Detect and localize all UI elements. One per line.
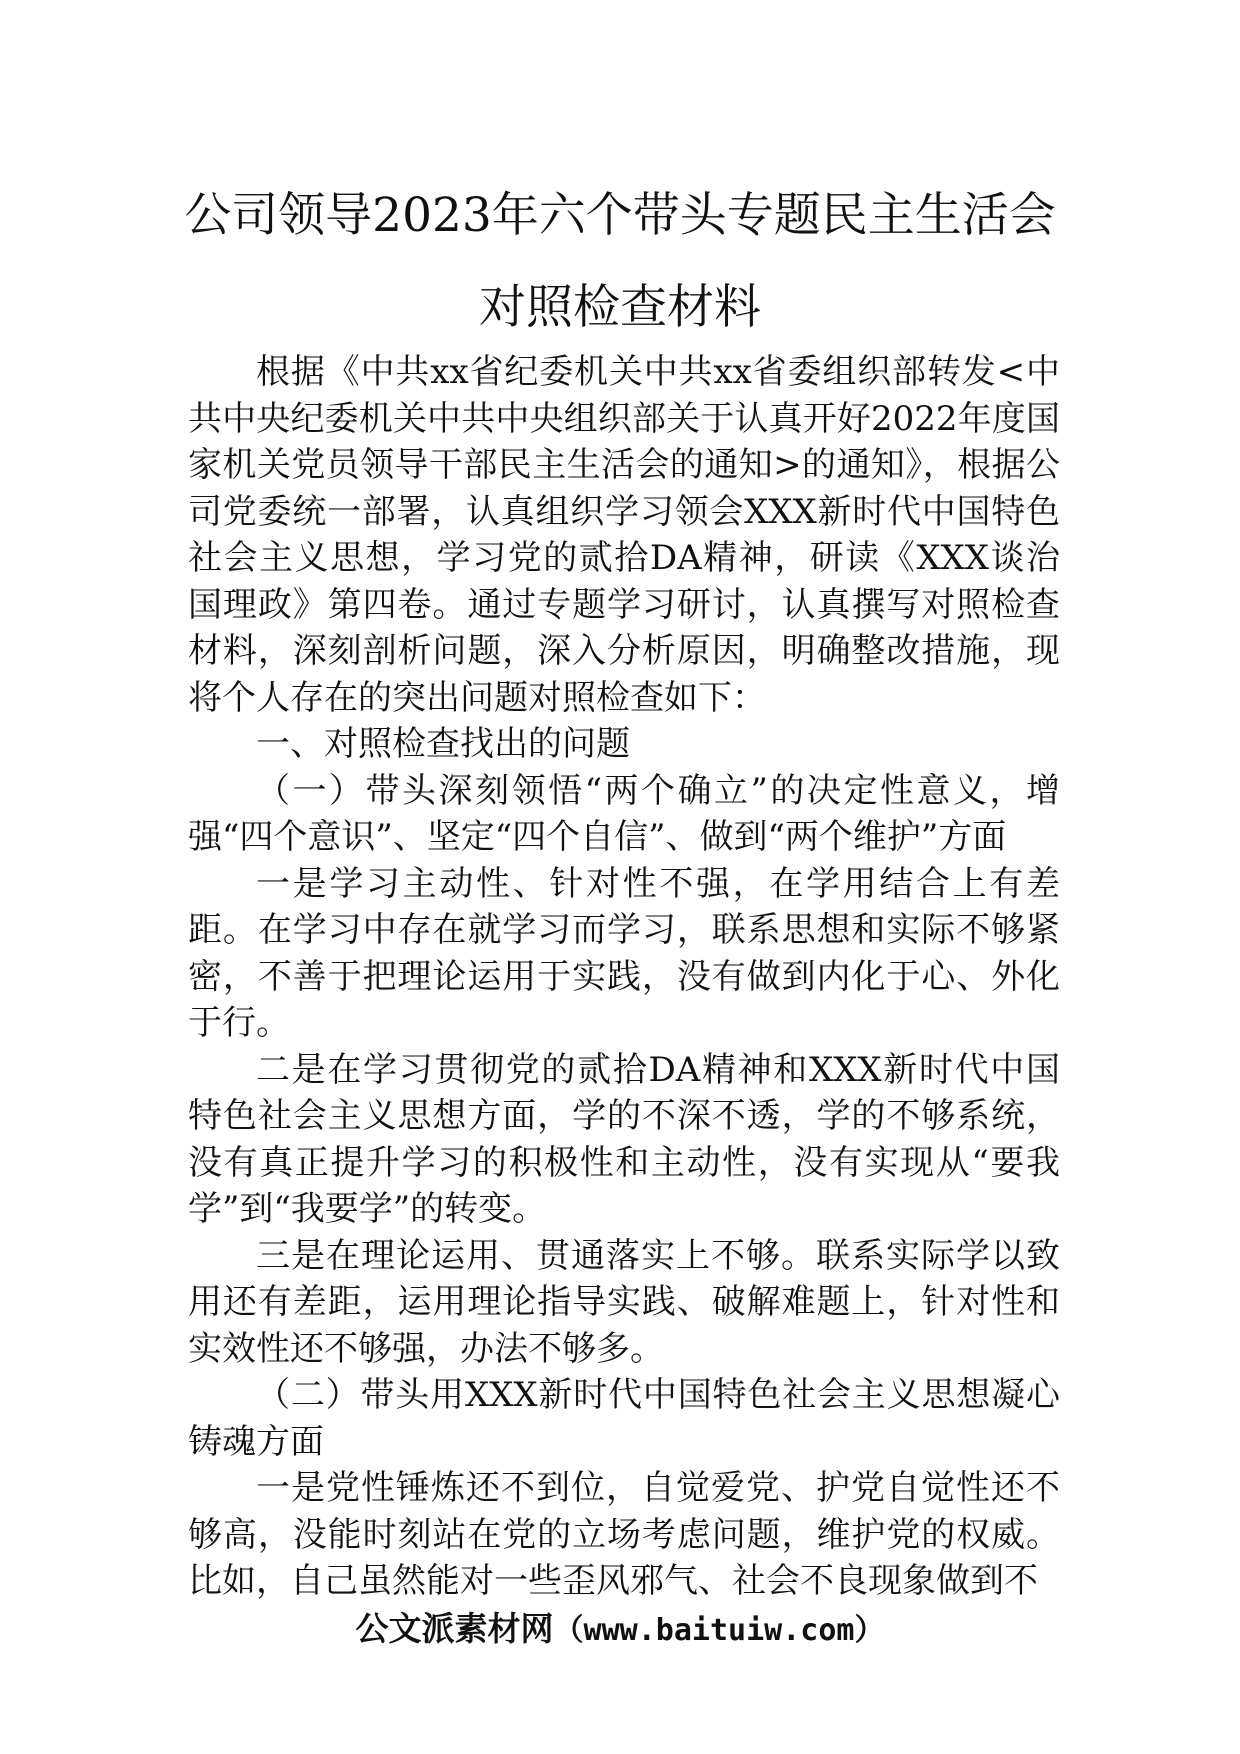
document-title-line1: 公司领导2023年六个带头专题民主生活会 [184,188,1056,243]
paragraph-point-3: 三是在理论运用、贯通落实上不够。联系实际学以致用还有差距，运用理论指导实践、破解难题上，针对性和实效性还不够强，办法不够多。 [188,1235,1060,1369]
paragraph-point-2: 二是在学习贯彻党的贰拾DA精神和XXX新时代中国特色社会主义思想方面，学的不深不透，学的不够系统，没有真正提升学习的积极性和主动性，没有实现从“要我学”到“我要学”的转变。 [188,1049,1060,1229]
paragraph-intro: 根据《中共xx省纪委机关中共xx省委组织部转发<中共中央纪委机关中共中央组织部关于认真开好2022年度国家机关党员领导干部民主生活会的通知>的通知》，根据公司党委统一部署，认真组织学习领会XXX新时代中国特色社会主义思想，学习党的贰拾DA精神，研读《XXX谈治国理政》第四卷。通过专题学习研讨，认真撰写对照检查材料，深刻剖析问题，深入分析原因，明确整改措施，现将个人存在的突出问题对照检查如下： [188,352,1060,718]
section-heading-1: 一、对照检查找出的问题 [256,724,630,764]
paragraph-point-1: 一是学习主动性、针对性不强，在学用结合上有差距。在学习中存在就学习而学习，联系思想和实际不够紧密，不善于把理论运用于实践，没有做到内化于心、外化于行。 [188,863,1060,1043]
footer-url[interactable]: （www.baituiw.com） [553,1613,885,1648]
document-body [188,349,1060,1605]
footer-watermark [0,1604,1240,1656]
footer-site-name: 公文派素材网 [355,1609,554,1648]
document-title-line2: 对照检查材料 [479,280,761,335]
subsection-heading-2: （二）带头用XXX新时代中国特色社会主义思想凝心铸魂方面 [188,1375,1060,1462]
paragraph-point-4: 一是党性锤炼还不到位，自觉爱党、护党自觉性还不够高，没能时刻站在党的立场考虑问题，维护党的权威。比如，自己虽然能对一些歪风邪气、社会不良现象做到不 [188,1468,1060,1601]
subsection-heading-1: （一）带头深刻领悟“两个确立”的决定性意义，增强“四个意识”、坚定“四个自信”、做到“两个维护”方面 [188,770,1060,857]
